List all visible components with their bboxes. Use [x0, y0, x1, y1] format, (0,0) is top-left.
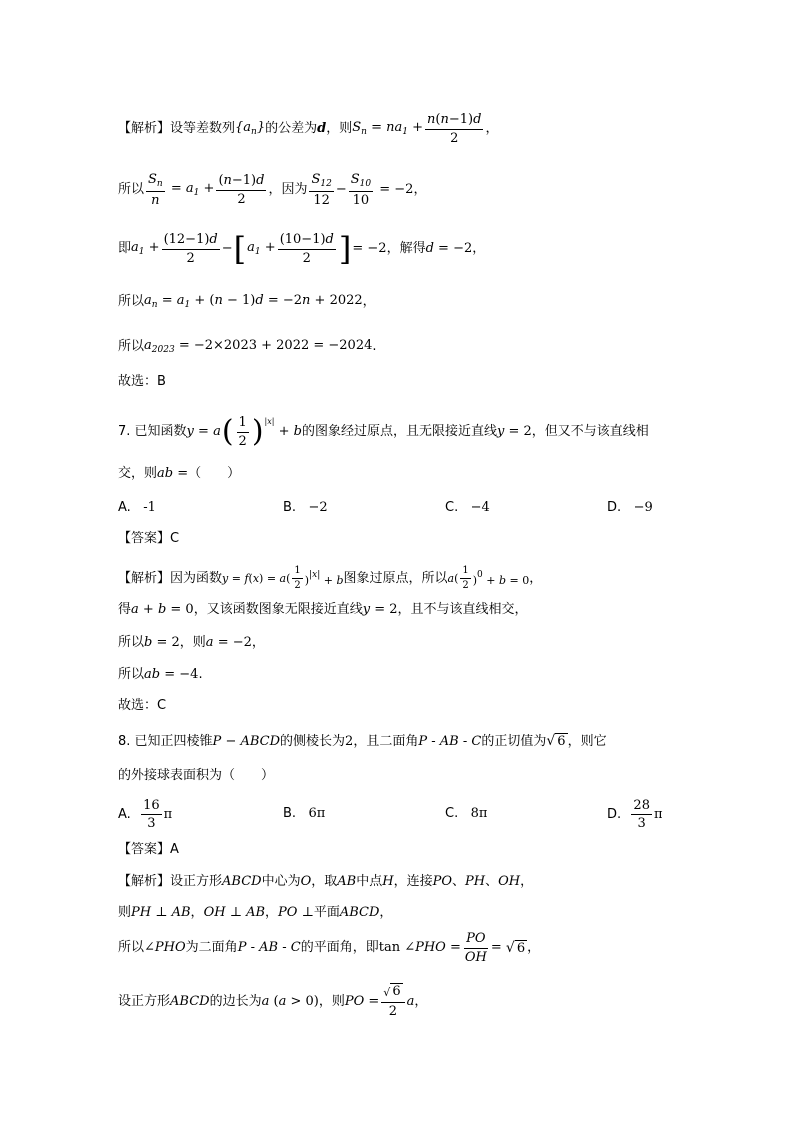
text: ， — [485, 121, 499, 137]
text: 的侧棱长为 — [280, 733, 346, 749]
text: 【解析】因为函数 — [118, 570, 223, 586]
math-sqrt6: √ 6 — [505, 939, 526, 956]
math-frac: $\frac{1}{2}$ — [462, 565, 469, 591]
math-frac: $\frac{n(n-1)d}{2}$ — [427, 112, 482, 146]
math-tail: )$^{|x|}$ + b — [304, 569, 344, 587]
math-plus-b: + b — [278, 424, 302, 440]
math-frac: $\frac{1}{2}$ — [238, 415, 247, 449]
q6-choice — [118, 374, 734, 390]
option-tail: π — [653, 807, 663, 822]
frac-den: 3 — [637, 816, 646, 831]
q6-explain-line-5 — [118, 338, 734, 356]
math-eq: = — [490, 940, 506, 956]
text: 8. 已知正四棱锥 — [118, 733, 213, 749]
q6-explain-line-4 — [118, 293, 734, 311]
option-label: C. — [445, 806, 459, 821]
math-oh-perp: OH ⊥ AB — [203, 905, 266, 920]
math-a: a( — [447, 571, 459, 585]
q7-choice — [118, 698, 734, 714]
text: 、 — [485, 874, 499, 889]
text: 交，则 — [118, 466, 158, 481]
text: 设正方形 — [118, 993, 171, 1009]
math-minus: − — [221, 241, 233, 257]
text: ， — [265, 905, 279, 920]
text: ， — [527, 940, 541, 956]
math-b2: b = 2 — [144, 635, 180, 650]
math-o: O — [300, 874, 312, 889]
math-func: y = a — [186, 424, 221, 440]
paren-left: ( — [221, 414, 234, 450]
text: ，且不与该直线相交， — [397, 602, 528, 617]
math-po-perp: PO ⊥ — [278, 905, 314, 920]
q7-option-d — [607, 500, 653, 515]
text: 的公差为 — [265, 121, 318, 137]
text: 的平面角，即 — [300, 940, 379, 956]
math-abcd: ABCD — [339, 905, 380, 920]
q8-explain-line-4 — [118, 983, 734, 1020]
math-frac — [631, 798, 652, 831]
option-label: C. — [445, 500, 459, 515]
q6-explain-line-2 — [118, 172, 734, 208]
frac-den: 3 — [147, 816, 156, 831]
text: 【答案】C — [118, 531, 180, 546]
math-angle: ∠PHO — [144, 940, 186, 956]
text: 为二面角 — [185, 940, 238, 956]
math-oh: OH — [498, 874, 521, 889]
math-frac: $\frac{S_{12}}{12}$ — [311, 172, 332, 208]
text: ，则 — [318, 993, 345, 1009]
math-a-neg2: a = −2 — [205, 635, 252, 650]
math-a-pos: a (a > 0) — [261, 993, 319, 1009]
text: 的外接球表面积为（ ） — [118, 768, 275, 783]
text: 图象过原点，所以 — [343, 570, 448, 586]
q7-explain-line-4 — [118, 667, 734, 683]
math-an-formula: $a_n = a_1 + (n - 1)d = -2n + 2022$ — [144, 293, 363, 310]
text: 所以 — [118, 294, 145, 310]
math-frac: $\frac{S_n}{n}$ — [148, 172, 163, 208]
math-sn-formula: $S_n = na_1$ + — [352, 120, 424, 138]
q7-stem-line-1 — [118, 415, 734, 449]
math-y2: y = 2 — [496, 424, 532, 440]
math-exponent: |x| — [264, 417, 275, 426]
text: 【解析】设正方形 — [118, 874, 223, 889]
q8-stem-line-1 — [118, 733, 734, 750]
text: ，则 — [326, 121, 353, 137]
math-d-eq: d = −2 — [425, 241, 473, 257]
math-frac — [141, 798, 162, 831]
bracket-right: ] — [338, 230, 352, 269]
math-ph: PH — [465, 874, 486, 889]
text: （ ） — [188, 466, 241, 481]
text: 得 — [118, 602, 132, 617]
text: 即 — [118, 241, 132, 257]
q8-option-a — [118, 798, 172, 831]
math-frac: $\frac{(n-1)d}{2}$ — [218, 173, 265, 207]
frac-num: 16 — [143, 798, 160, 813]
text: ， — [520, 874, 534, 889]
frac-num: 28 — [633, 798, 650, 813]
math-frac: $\frac{(12-1)d}{2}$ — [163, 232, 218, 266]
text: 所以 — [118, 667, 145, 682]
text: ， — [472, 241, 486, 257]
option-label: A. — [118, 500, 131, 515]
text: 故选：C — [118, 698, 167, 713]
math-an-set: $\{a_n\}$ — [235, 120, 266, 138]
math-eq: = −2 — [375, 182, 414, 198]
q7-answer — [118, 531, 734, 547]
math-minus: − — [335, 182, 347, 198]
text: . — [198, 667, 203, 682]
text: 的边长为 — [209, 993, 262, 1009]
math-abcd: ABCD — [170, 993, 210, 1009]
math-a: a — [406, 993, 415, 1009]
text: 故选：B — [118, 374, 166, 389]
q7-option-b — [283, 500, 328, 515]
option-label: D. — [607, 807, 622, 822]
text: . — [372, 339, 377, 355]
text: ，因为 — [268, 182, 308, 198]
text: ，但又不与该直线相 — [531, 424, 649, 440]
math-eq: = −2 — [352, 241, 387, 257]
math-dihedral: P - AB - C — [237, 940, 301, 956]
math-dihedral: P - AB - C — [418, 733, 482, 749]
q7-option-a — [118, 500, 156, 515]
option-label: D. — [607, 500, 622, 515]
text: 所以 — [118, 940, 145, 956]
text: ， — [251, 635, 265, 650]
text: 中点 — [356, 874, 383, 889]
text: 平面 — [313, 905, 340, 920]
q7-option-c — [445, 500, 490, 515]
option-value: 8π — [470, 806, 488, 821]
math-two: 2 — [345, 733, 354, 749]
math-expr: $a_1$ + — [247, 240, 276, 258]
text: ， — [529, 570, 543, 586]
q8-option-b — [283, 806, 325, 821]
text: 7. 已知函数 — [118, 424, 187, 440]
math-po-eq: PO = — [344, 993, 380, 1009]
option-label: B. — [283, 806, 297, 821]
q7-explain-line-3 — [118, 635, 734, 651]
text: 的正切值为 — [481, 733, 547, 749]
math-expr: $a_1$ + — [131, 240, 160, 258]
math-ab-result: ab = −4 — [144, 667, 199, 682]
math-abcd: ABCD — [222, 874, 262, 889]
text: ， — [190, 905, 204, 920]
math-ab-seg: AB — [337, 874, 357, 889]
text: 则 — [118, 905, 132, 920]
math-pyramid: P − ABCD — [212, 733, 281, 749]
q6-explain-line-3 — [118, 230, 734, 269]
math-ab: ab = — [157, 466, 189, 481]
math-a2023: $a_{2023} = -2\times 2023 + 2022 = -2024$ — [144, 338, 373, 355]
math-ab-sum: a + b = 0 — [131, 602, 194, 617]
text: ，且二面角 — [353, 733, 419, 749]
q8-option-c — [445, 806, 487, 821]
q7-stem-line-2 — [118, 466, 734, 482]
text: ，解得 — [386, 241, 426, 257]
option-tail: π — [163, 807, 173, 822]
math-tan: tan ∠PHO = — [378, 940, 461, 956]
math-frac: √ 6 2 — [381, 983, 404, 1020]
q7-explain-line-2 — [118, 602, 734, 618]
option-label: A. — [118, 807, 131, 822]
q6-explain-line-1 — [118, 112, 734, 146]
text: 【解析】设等差数列 — [118, 121, 236, 137]
q7-explain-line-1 — [118, 565, 734, 592]
option-value: −2 — [308, 500, 328, 515]
option-value: −4 — [470, 500, 490, 515]
math-d: d — [317, 121, 327, 137]
text: 中心为 — [261, 874, 301, 889]
q8-explain-line-2 — [118, 905, 734, 921]
math-ph-perp: PH ⊥ AB — [131, 905, 191, 920]
text: ，则它 — [567, 733, 607, 749]
text: ，取 — [311, 874, 338, 889]
math-frac: $\frac{S_{10}}{10}$ — [350, 172, 372, 208]
option-value: -1 — [143, 500, 156, 515]
q8-explain-line-1 — [118, 874, 734, 890]
text: ，连接 — [393, 874, 433, 889]
text: 所以 — [118, 182, 145, 198]
math-frac: $\frac{PO}{OH}$ — [464, 931, 487, 965]
math-y2: y = 2 — [362, 602, 398, 617]
math-expr: = $a_1$ + — [170, 181, 215, 199]
q8-stem-line-2 — [118, 768, 734, 784]
option-value: 6π — [308, 806, 326, 821]
math-h: H — [382, 874, 394, 889]
math-frac: $\frac{(10-1)d}{2}$ — [279, 232, 334, 266]
text: 所以 — [118, 635, 145, 650]
math-frac: $\frac{1}{2}$ — [294, 565, 301, 591]
bracket-left: [ — [233, 230, 247, 269]
option-value: −9 — [633, 500, 653, 515]
text: ，则 — [179, 635, 206, 650]
math-sqrt6: √ 6 — [546, 733, 566, 750]
text: ， — [414, 993, 428, 1009]
text: ， — [413, 182, 427, 198]
text: ， — [379, 905, 393, 920]
text: 【答案】A — [118, 842, 179, 857]
text: ，又该函数图象无限接近直线 — [193, 602, 363, 617]
math-func: y = f(x) = a( — [222, 571, 291, 585]
text: 的图象经过原点，且无限接近直线 — [301, 424, 497, 440]
q8-option-d — [607, 798, 663, 831]
q8-explain-line-3 — [118, 931, 734, 965]
text: 、 — [452, 874, 466, 889]
math-po: PO — [432, 874, 453, 889]
paren-right: ) — [251, 414, 264, 450]
text: 所以 — [118, 339, 145, 355]
math-tail: )$^0$ + b = 0 — [472, 569, 530, 587]
q8-answer — [118, 842, 734, 858]
option-label: B. — [283, 500, 297, 515]
text: ， — [362, 294, 376, 310]
